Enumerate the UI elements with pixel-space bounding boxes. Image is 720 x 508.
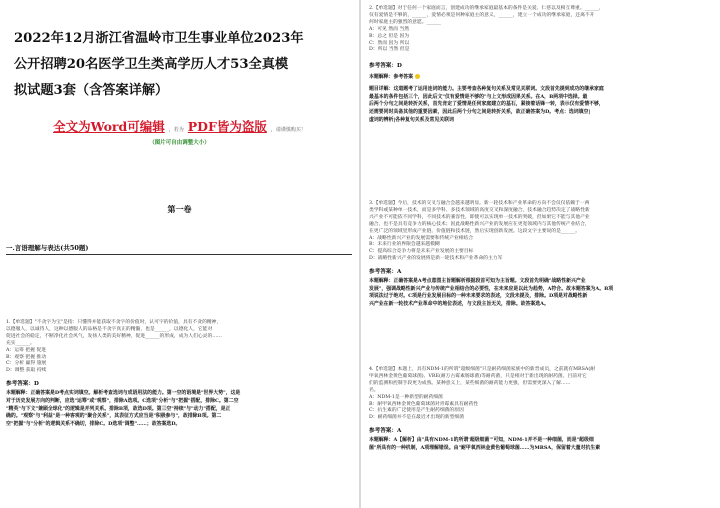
question-1 (6, 320, 352, 429)
question-3 (369, 201, 711, 309)
section-rule (6, 254, 352, 255)
q3-line: 3.【单选题】今后，技术的交叉与融合会越来越明显。新一轮技术和产业革命的方向不会仅仅依赖于一两 (369, 201, 590, 206)
q2-line: 仅有爱情是不够的，______，爱情必须是何种家庭主的意义，______，建立一个成功的继承家庭，还离不开 (369, 12, 595, 18)
q1-line: 促进社会的稳定，不断净化社会风气，发扬人类的美好精神，促进______的形成，成为人们心灵的…… (6, 333, 222, 339)
q3-option-a: A：战略性新兴产业的发展需要和传统产业相结合 (369, 235, 474, 241)
question-2 (369, 6, 711, 124)
q2-option-a: A：可见 然而 当然 (369, 26, 410, 32)
q3-line: 类学科或某种单一技术，而是多学科、多技术领域的高度交叉和深度融合，技术融合趋势决定了战略性新 (369, 207, 590, 213)
q2-explain-head (369, 74, 711, 82)
notice-mid: ，若为 (168, 127, 184, 133)
image-resize-note: （图片可自由调整大小） (149, 140, 210, 146)
q3-line: 融合，也不是具有竞争力的核心技术；因此战略性新兴产业的发展应在更宽领域内与其他传统产业结合， (369, 221, 590, 227)
question-4 (369, 367, 711, 453)
document-page-left (0, 0, 359, 508)
q1-line: 以德服人，以诚待人，这种以德服人的品格是不贪字真正的精髓，也是______，以德化人，它能对 (6, 326, 213, 332)
pdf-piracy-text: PDF皆为盗版 (187, 119, 267, 134)
q4-line: 名。 (369, 387, 379, 393)
q1-explain-1: 本题解释：正确答案是D考点实词填空。解析考查选词与成语用法的能力。第一空的语境是"世界大势"，这是 (6, 390, 241, 397)
q1-explain-5: 空"把握"与"分析"的逻辑关系不确切，排除C。D选项"调整"……；故答案选D。 (6, 420, 181, 427)
q2-explain-5: 虚词的辨析|各种复句关系及常见关联词 (369, 116, 454, 123)
q2-explain-1: 题目详解：这道题考了运用连词的能力。主要考查各种复句关系及常见关联词。文段首先提到成功的继承家庭 (369, 85, 604, 92)
document-page-right (361, 0, 720, 508)
notice-tail: ，请谨慎购买！ (270, 127, 306, 133)
title-line-2: 公开招聘20名医学卫生类高学历人才53全真模 (14, 57, 289, 72)
q1-line: 充实______。 (6, 340, 35, 346)
q3-explain-2: 发展"，强调战略性新兴产业与传统产业相结合的必要性，在未来应是以此为趋势，A符合。故本题答案为A。B项 (369, 285, 614, 292)
q2-explain-3: 后两个分句之间是转折关系，首先肯定了爱情是任何家庭建立的基石，紧接着话锋一转，表示仅有爱情不够， (369, 101, 604, 108)
q1-line: 1.【单选题】"不贪字为宝"是指：只懂得并能获取不贪字的价值时，认可字的价值，具有不贪的精神， (6, 320, 222, 325)
q1-option-b: B：观察 把握 推动 (6, 354, 47, 360)
document-title (14, 26, 349, 104)
q2-explain-2: 最基本的条件包括三个，因此后文"仅有爱情是不够的"与上文形成因果关系。在A，B两项中选择。最 (369, 93, 588, 100)
title-line-3: 拟试题3套（含答案详解） (14, 83, 169, 98)
q4-line: 4.【单选题】本题上，具有NDM-1的所谓"超级细菌"只是耐药细菌家族中的新晋成员，之前就有MRSA(耐 (369, 367, 596, 372)
q4-option-a: A：NDM-1是一种新型的耐药细菌 (369, 394, 443, 400)
q3-explain-4: 兴产业在新一轮技术产业革命中的地位表述，与文段主旨无关，排除。故答案选A。 (369, 301, 549, 308)
q2-option-c: C：然而 因为 所以 (369, 40, 410, 46)
q3-option-c: C：提高综合竞争力将是未来产业发展的主要目标 (369, 249, 474, 255)
q2-line: 2.【单选题】对于任何一个家庭而言，创建成功的继承家庭最基本的条件是关爱、仁慈以及相互尊重。______， (369, 6, 604, 11)
q4-explain-2: 菌"所具有的一种机制，A项理解错误。由"耐甲氧西林金黄色葡萄球菌……为MRSA，保留着大量对抗生素 (369, 444, 601, 451)
word-editable-text: 全文为Word可编辑 (53, 119, 165, 134)
title-line-1: 2022年12月浙江省温岭市卫生事业单位2023年 (14, 31, 304, 46)
q4-option-d: D：耐药细菌并不是在最近才出现的新型细菌 (369, 415, 464, 421)
section-heading: 一.言语理解与表达(共50题) (6, 244, 89, 252)
q2-option-d: D：所以 当然 但是 (369, 47, 410, 53)
q4-answer: 参考答案：A (369, 428, 402, 435)
q2-line: 何时家庭主的强烈的意愿。______ (369, 19, 441, 25)
q1-option-d: D：调整 获取 持续 (6, 368, 47, 374)
q3-answer: 参考答案：A (369, 269, 402, 276)
q3-option-b: B：未来行业的界限会越来越模糊 (369, 242, 440, 248)
q1-answer: 参考答案：D (6, 381, 39, 388)
q4-line: 甲氧西林金黄色葡萄球菌)、VRE(耐万古霉素肠球菌)等耐药菌，只是相对于新出现的耐药菌，目前对它 (369, 373, 587, 379)
q3-explain-1: 本题解释：正确答案是A考点意图主旨题解析根据段首可知为主旨题。文段首先明确"战略性新兴产业 (369, 278, 586, 285)
volume-heading: 第一卷 (167, 204, 192, 214)
q3-explain-3: 项说法过于绝对。C项是行业发展目标的一种未来要求的表述，文段未提及，排除。D项是对战略性新 (369, 293, 588, 300)
q4-line: 们的监测和控制手段更为成熟。某种意义上，某些细菌的耐药能力更强，但需要更深入了解…… (369, 380, 571, 386)
q3-line: 兴产业不可能依不同学科，不同技术的兼容性，即使可以实现单一技术的突破，但如果它不能与其他产业 (369, 214, 590, 220)
q3-option-d: D：战略性新兴产业的发展将是新一轮技术和产业革命的主力军 (369, 256, 503, 262)
q1-option-a: A：运筹 把握 促进 (6, 347, 47, 353)
q2-explain-head-text: 本题解释：参考答案 (369, 74, 414, 81)
q1-explain-2: 对于历史发展方向的判断，应选"运筹"或"观察"，排除A选项。C选项"分析"与"把握"搭配，排除C。第二空 (6, 397, 239, 404)
q4-explain-1: 本题解释：A【解析】由"具有NDM-1的所谓'超级细菌'"可知，NDM-1并不是一种细菌，而是"超级细 (369, 437, 594, 444)
word-notice (0, 117, 359, 135)
q2-explain-4: 还需要同时具备其他的重要因素，因此后两个分句之间是转折关系，故正确答案为D。考点：选词填空| (369, 109, 591, 116)
smiley-icon (415, 74, 420, 79)
q1-explain-3: "精英"与下文"兼顾全球化"的逻辑是并列关系。排除B项，故选D项。第三空"持续"与"动力"搭配，是正 (6, 405, 231, 412)
q1-option-c: C：分析 赢得 施展 (6, 361, 47, 367)
q4-option-c: C：抗生素的广泛使用是产生耐药细菌的原因 (369, 408, 464, 414)
q4-option-b: B：耐甲氧西林金黄色葡萄球菌对青霉素具有耐药性 (369, 401, 479, 407)
q3-line: 在更广泛的领域里形成产业链、价值链和技术链，然后实现创新发展。这段文字主要说的是______。 (369, 228, 581, 234)
q2-option-b: B：总之 但是 因为 (369, 33, 410, 39)
q2-answer: 参考答案：D (369, 63, 402, 70)
q1-explain-4: 确的。"观察"与"利益"是一种客观的"聚合关系"，其表征方式应当是"积极参与"，故排除B项。第二 (6, 413, 222, 420)
